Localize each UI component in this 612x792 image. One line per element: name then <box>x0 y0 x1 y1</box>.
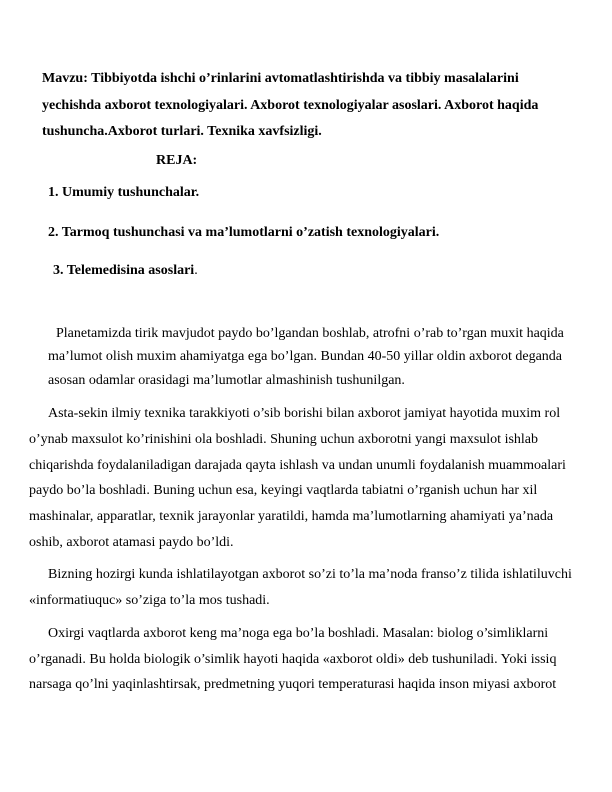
paragraph-2-line-3: chiqarishda foydalaniladigan darajada qayta ishlash va undan unumli foydalanish muammoalari <box>29 458 566 473</box>
paragraph-3-line-1: Bizning hozirgi kunda ishlatilayotgan axborot so’zi to’la ma’noda franso’z tilida ishlatiluvchi <box>48 567 572 582</box>
title-line-3: tushuncha.Axborot turlari. Texnika xavfsizligi. <box>42 124 322 139</box>
plan-item-3 <box>53 262 198 280</box>
reja-heading: REJA: <box>156 153 198 168</box>
paragraph-4-line-1: Oxirgi vaqtlarda axborot keng ma’noga ega bo’la boshladi. Masalan: biolog o’simliklarni <box>48 626 549 641</box>
plan-item-3-text: 3. Telemedisina asoslari <box>53 263 195 278</box>
paragraph-2-line-5: mashinalar, apparatlar, texnik jarayonlar yaratildi, hamda ma’lumotlarning ahamiyati ya’nada <box>29 509 554 524</box>
intro-line-1: Planetamizda tirik mavjudot paydo bo’lgandan boshlab, atrofni o’rab to’rgan muxit haqida <box>56 326 564 341</box>
paragraph-2-line-2: o’ynab maxsulot ko’rinishini ola boshladi. Shuning uchun axborotni yangi maxsulot ishlab <box>29 432 539 447</box>
paragraph-2-line-1: Asta-sekin ilmiy texnika tarakkiyoti o’sib borishi bilan axborot jamiyat hayotida muxim rol <box>48 406 561 421</box>
title-line-2: yechishda axborot texnologiyalari. Axborot texnologiyalar asoslari. Axborot haqida <box>42 98 539 113</box>
intro-line-3: asosan odamlar orasidagi ma’lumotlar almashinish tushunilgan. <box>48 373 405 388</box>
paragraph-2-line-4: paydo bo’la boshladi. Buning uchun esa, keyingi vaqtlarda tabiatni o’rganish uchun har xil <box>29 483 538 498</box>
paragraph-4-line-3: narsaga qo’lni yaqinlashtirsak, predmetning yuqori temperaturasi haqida inson miyasi axborot <box>29 677 557 692</box>
paragraph-4-line-2: o’rganadi. Bu holda biologik o’simlik hayoti haqida «axborot oldi» deb tushuniladi. Yoki issiq <box>29 652 557 667</box>
title-line-1: Mavzu: Tibbiyotda ishchi o’rinlarini avtomatlashtirishda va tibbiy masalalarini <box>42 71 519 86</box>
paragraph-3-line-2: «informatiuquc» so’ziga to’la mos tushadi. <box>29 593 270 608</box>
plan-item-2: 2. Tarmoq tushunchasi va ma’lumotlarni o’zatish texnologiyalari. <box>48 225 440 240</box>
intro-line-2: ma’lumot olish muxim ahamiyatga ega bo’lgan. Bundan 40-50 yillar oldin axborot deganda <box>48 349 562 364</box>
plan-item-1: 1. Umumiy tushunchalar. <box>48 185 200 200</box>
plan-item-3-period: . <box>194 263 198 278</box>
paragraph-2-line-6: oshib, axborot atamasi paydo bo’ldi. <box>29 535 234 550</box>
